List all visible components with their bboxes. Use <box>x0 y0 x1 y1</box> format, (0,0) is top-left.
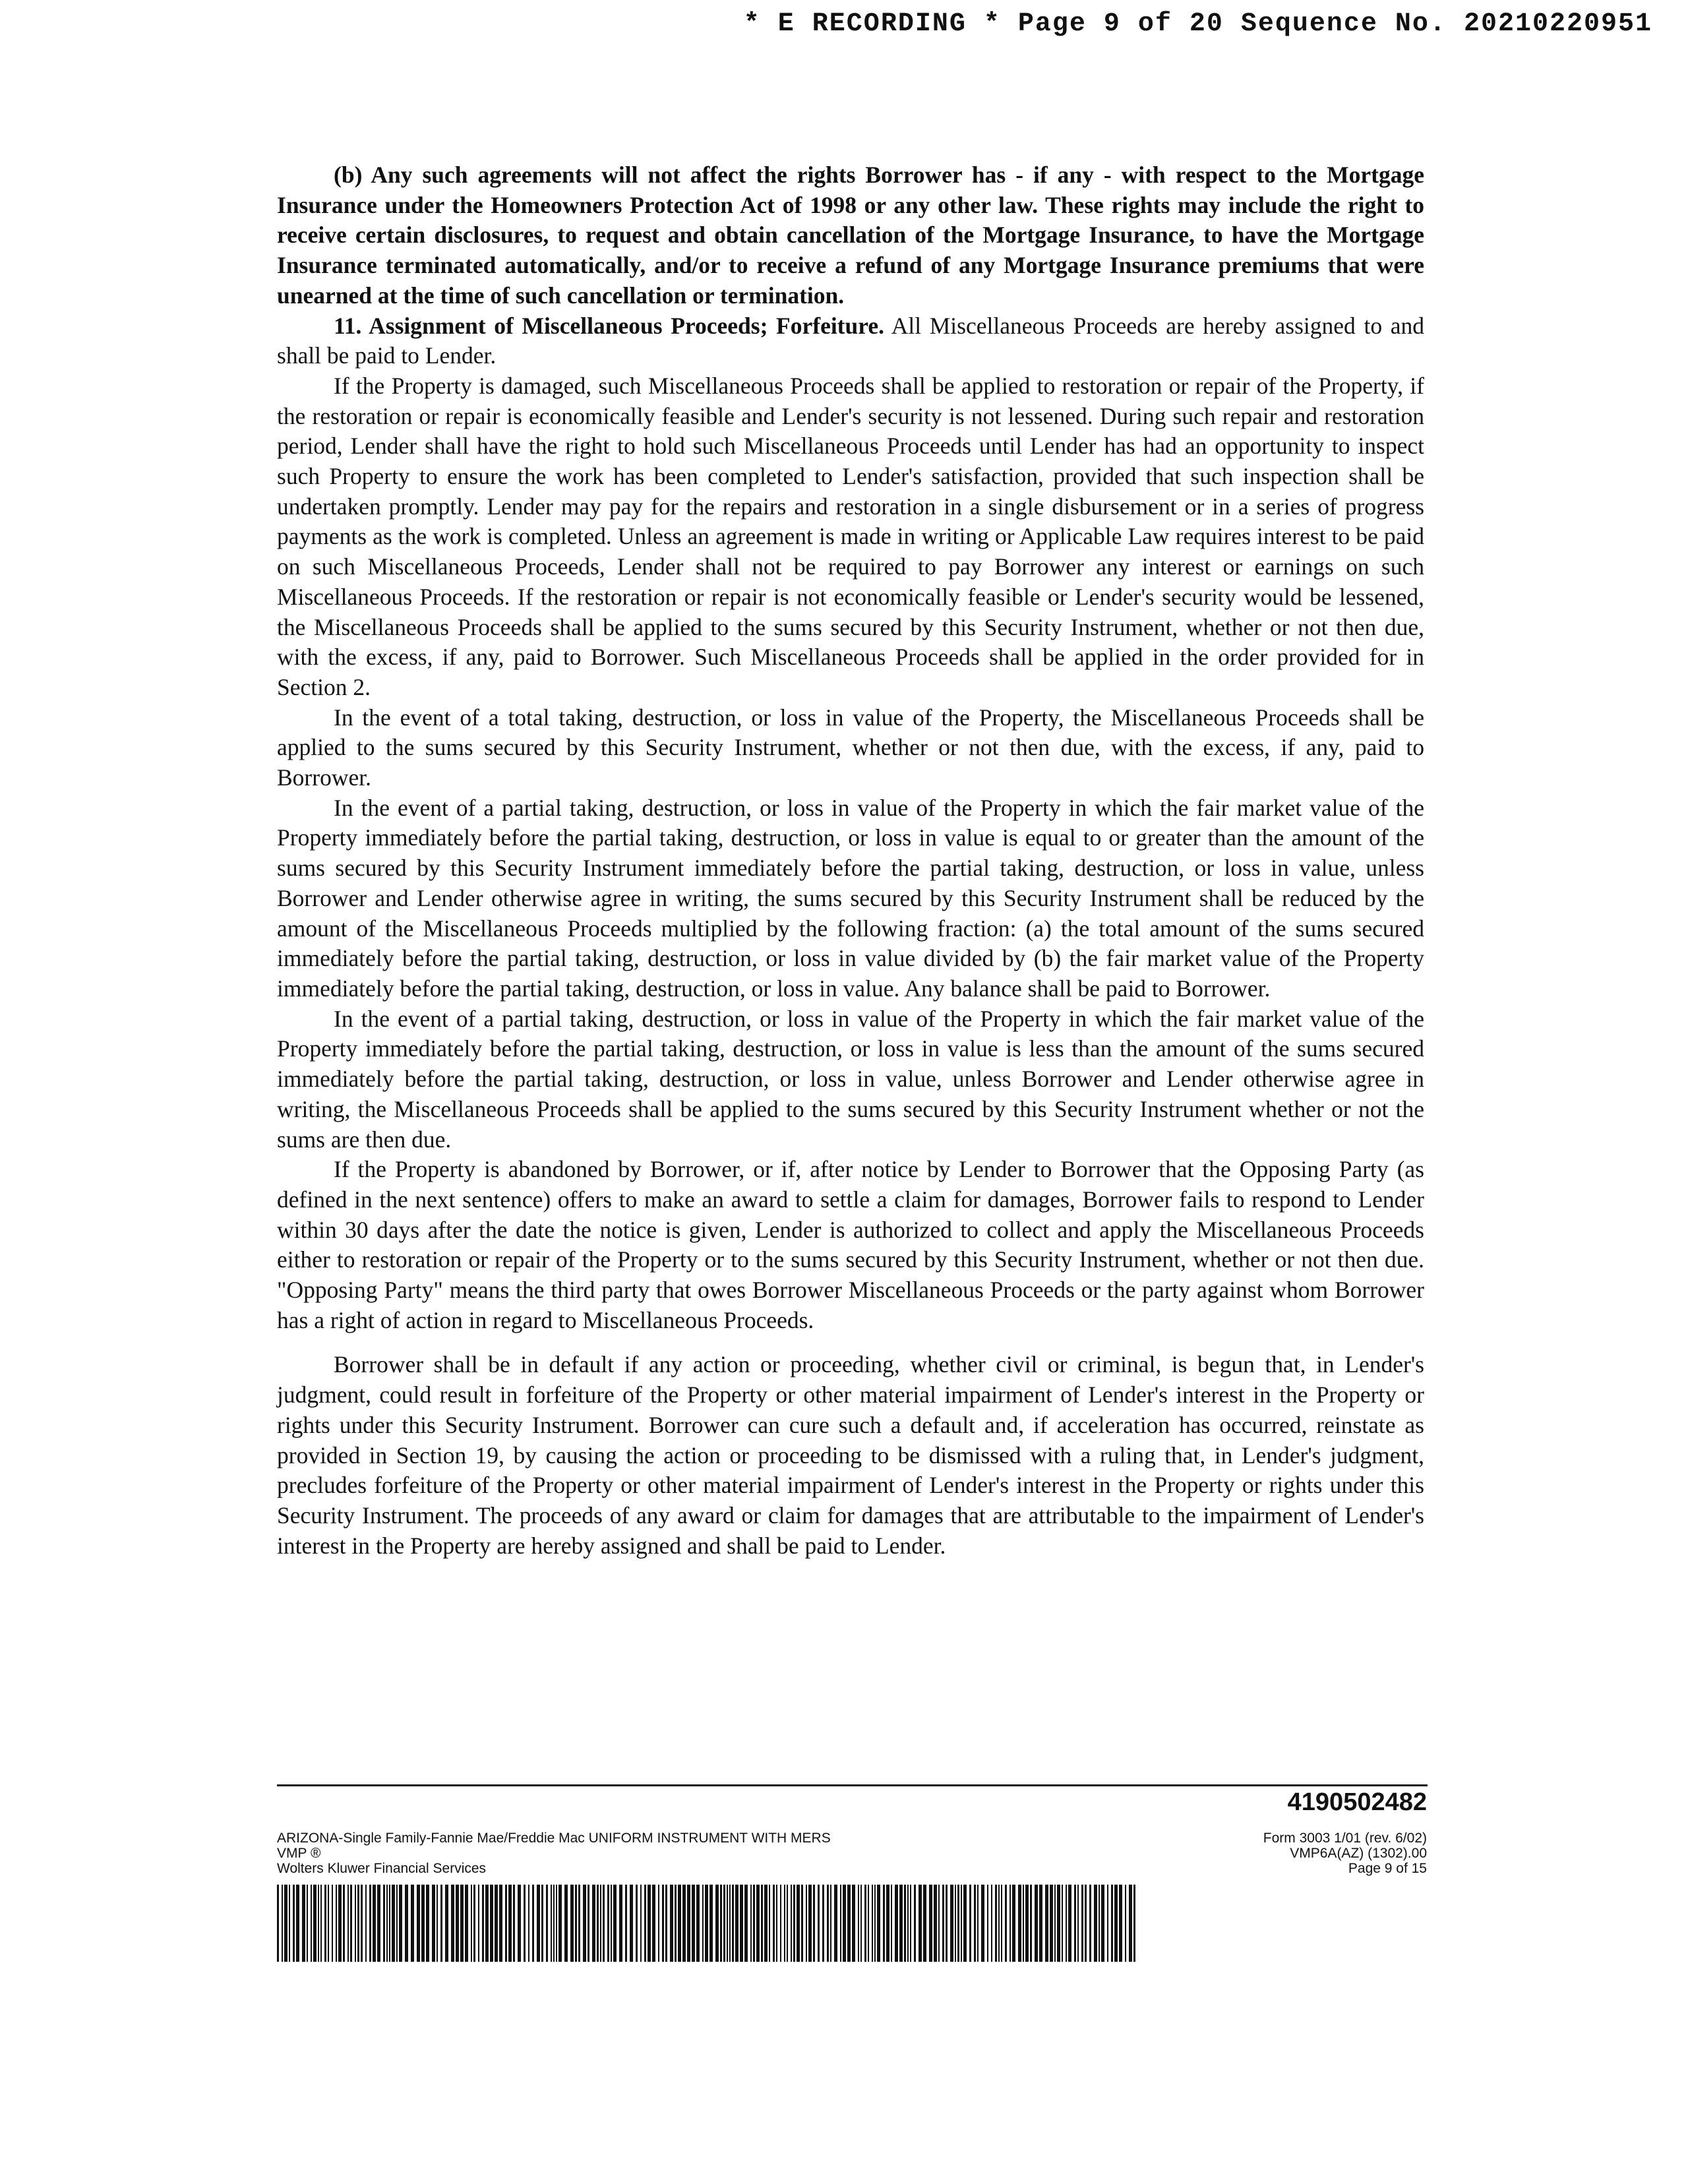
footer-form-info <box>277 1831 831 1876</box>
publisher: Wolters Kluwer Financial Services <box>277 1861 487 1876</box>
vmp-mark: VMP ® <box>277 1846 321 1861</box>
barcode <box>277 1885 1138 1962</box>
form-number: Form 3003 1/01 (rev. 6/02) <box>1263 1831 1427 1846</box>
paragraph-abandoned: If the Property is abandoned by Borrower, or if, after notice by Lender to Borrower that the Opposing Party (as defined in the next sentence) offers to make an award to settle a claim for damages, Borrower fails to respond to Lender within 30 days after the date the notice is given, Lender is authorized to collect and apply the Miscellaneous Proceeds either to restoration or repair of the Property or to the sums secured by this Security Instrument, whether or not then due. "Opposing Party" means the third party that owes Borrower Miscellaneous Proceeds or the party against whom Borrower has a right of action in regard to Miscellaneous Proceeds. <box>277 1156 1424 1333</box>
paragraph-damaged: If the Property is damaged, such Miscellaneous Proceeds shall be applied to restoration or repair of the Property, if the restoration or repair is economically feasible and Lender's security is not lessened. During such repair and restoration period, Lender shall have the right to hold such Miscellaneous Proceeds until Lender has had an opportunity to inspect such Property to ensure the work has been completed to Lender's satisfaction, provided that such inspection shall be undertaken promptly. Lender may pay for the repairs and restoration in a single disbursement or in a series of progress payments as the work is completed. Unless an agreement is made in writing or Applicable Law requires interest to be paid on such Miscellaneous Proceeds, Lender shall not be required to pay Borrower any interest or earnings on such Miscellaneous Proceeds. If the restoration or repair is not economically feasible or Lender's security would be lessened, the Miscellaneous Proceeds shall be applied to the sums secured by this Security Instrument, whether or not then due, with the excess, if any, paid to Borrower. Such Miscellaneous Proceeds shall be applied in the order provided for in Section 2. <box>277 372 1424 700</box>
section-11-intro: All Miscellaneous Proceeds are hereby assigned to and shall be paid to Lender. <box>277 312 1424 369</box>
footer-divider <box>277 1784 1428 1786</box>
document-body <box>277 160 1424 1561</box>
form-code: VMP6A(AZ) (1302).00 <box>1290 1846 1427 1861</box>
recording-stamp: * E RECORDING * Page 9 of 20 Sequence No. 20210220951 <box>743 9 1652 39</box>
paragraph-default: Borrower shall be in default if any action or proceeding, whether civil or criminal, is begun that, in Lender's judgment, could result in forfeiture of the Property or other material impairment of Lender's interest in the Property or rights under this Security Instrument. Borrower can cure such a default and, if acceleration has occurred, reinstate as provided in Section 19, by causing the action or proceeding to be dismissed with a ruling that, in Lender's judgment, precludes forfeiture of the Property or other material impairment of Lender's interest in the Property or rights under this Security Instrument. The proceeds of any award or claim for damages that are attributable to the impairment of Lender's interest in the Property are hereby assigned and shall be paid to Lender. <box>277 1351 1424 1559</box>
section-11 <box>277 311 1424 371</box>
loan-number: 4190502482 <box>1287 1788 1427 1816</box>
form-title: ARIZONA-Single Family-Fannie Mae/Freddie Mac UNIFORM INSTRUMENT WITH MERS <box>277 1831 831 1846</box>
footer-form-codes <box>1263 1831 1427 1876</box>
paragraph-partial-less: In the event of a partial taking, destruction, or loss in value of the Property in which the fair market value of the Property immediately before the partial taking, destruction, or loss in value is less than the amount of the sums secured immediately before the partial taking, destruction, or loss in value, unless Borrower and Lender otherwise agree in writing, the Miscellaneous Proceeds shall be applied to the sums secured by this Security Instrument whether or not the sums are then due. <box>277 1005 1424 1153</box>
section-11-heading: 11. Assignment of Miscellaneous Proceeds; Forfeiture. <box>334 312 884 339</box>
paragraph-b: (b) Any such agreements will not affect the rights Borrower has - if any - with respect to the Mortgage Insurance under the Homeowners Protection Act of 1998 or any other law. These rights may include the right to receive certain disclosures, to request and obtain cancellation of the Mortgage Insurance, to have the Mortgage Insurance terminated automatically, and/or to receive a refund of any Mortgage Insurance premiums that were unearned at the time of such cancellation or termination. <box>277 162 1424 309</box>
page-of: Page 9 of 15 <box>1348 1861 1427 1876</box>
paragraph-partial-equal: In the event of a partial taking, destruction, or loss in value of the Property in which the fair market value of the Property immediately before the partial taking, destruction, or loss in value is equal to or greater than the amount of the sums secured by this Security Instrument immediately before the partial taking, destruction, or loss in value, unless Borrower and Lender otherwise agree in writing, the sums secured by this Security Instrument shall be reduced by the amount of the Miscellaneous Proceeds multiplied by the following fraction: (a) the total amount of the sums secured immediately before the partial taking, destruction, or loss in value divided by (b) the fair market value of the Property immediately before the partial taking, destruction, or loss in value. Any balance shall be paid to Borrower. <box>277 794 1424 1002</box>
paragraph-total-taking: In the event of a total taking, destruction, or loss in value of the Property, the Miscellaneous Proceeds shall be applied to the sums secured by this Security Instrument, whether or not then due, with the excess, if any, paid to Borrower. <box>277 704 1424 791</box>
